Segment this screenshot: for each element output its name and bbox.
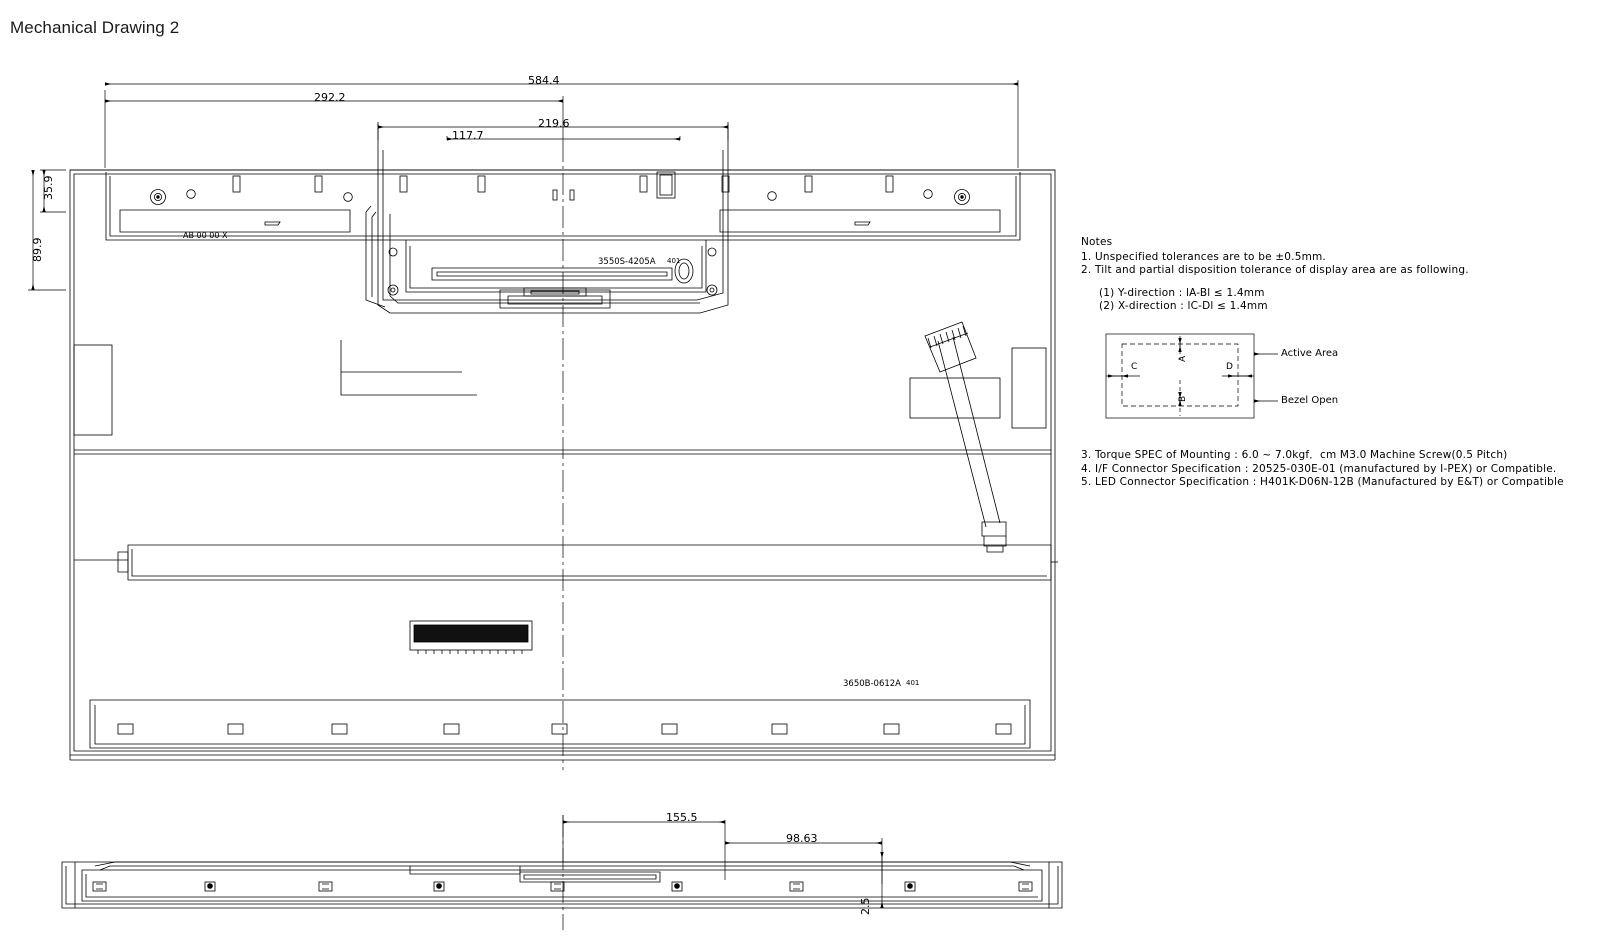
note-item-3: 3. Torque SPEC of Mounting : 6.0 ~ 7.0kgf．cm M3.0 Machine Screw(0.5 Pitch) [1081, 449, 1508, 461]
dim-side-main: 155.5 [666, 811, 698, 824]
part-label-bracket: 3550S-4205A [598, 257, 656, 267]
legend-active-area: Active Area [1281, 348, 1339, 359]
stand-mount-bracket [366, 122, 728, 313]
part-label-lower: 3650B-0612A [843, 679, 901, 689]
legend-bezel-open: Bezel Open [1281, 395, 1339, 406]
dimension-lines-side [563, 815, 882, 908]
ffc-cable [925, 322, 1006, 552]
panel-outline [70, 170, 1055, 760]
notes-tail-block [1081, 449, 1601, 490]
dim-left-upper: 35.9 [42, 175, 55, 200]
dim-top-inner: 117.7 [452, 129, 484, 142]
page-title: Mechanical Drawing 2 [10, 18, 180, 37]
side-view [62, 862, 1062, 908]
note-item-5: 5. LED Connector Specification : H401K-D06N-12B (Manufactured by E&T) or Compatible [1081, 476, 1564, 488]
legend-letter-d: D [1226, 362, 1233, 372]
part-label-lower-rev: 401 [906, 679, 920, 687]
legend-letter-b: B [1178, 395, 1188, 402]
lower-chassis-bars [74, 545, 1058, 748]
note-sub-item-2: (2) X-direction : lC-Dl ≤ 1.4mm [1099, 300, 1268, 312]
note-item-4: 4. I/F Connector Specification : 20525-030E-01 (manufactured by I-PEX) or Compatible. [1081, 462, 1557, 475]
dim-top-overall: 584.4 [528, 74, 560, 87]
screw-bosses-top [151, 190, 970, 205]
if-connector-block [410, 621, 532, 654]
legend-letter-a: A [1178, 355, 1188, 362]
notes-heading: Notes [1081, 236, 1113, 248]
dim-top-half: 292.2 [314, 91, 346, 104]
note-sub-item-1: (1) Y-direction : lA-Bl ≤ 1.4mm [1099, 286, 1265, 299]
note-item-1: 1. Unspecified tolerances are to be ±0.5mm. [1081, 250, 1326, 263]
dim-left-lower: 89.9 [31, 237, 44, 262]
bottom-mount-tabs [118, 724, 1011, 734]
panel-interior-features [74, 340, 1051, 454]
dim-side-inner: 98.63 [786, 832, 818, 845]
part-label-left: AB 00 00 X [183, 231, 228, 240]
legend-letter-c: C [1131, 362, 1138, 372]
dim-side-thickness: 2.5 [859, 897, 872, 915]
notes-block [1081, 236, 1581, 314]
tolerance-mini-diagram [1106, 334, 1278, 418]
dim-top-bracket: 219.6 [538, 117, 570, 130]
note-item-2: 2. Tilt and partial disposition tolerance of display area are as following. [1081, 264, 1469, 276]
part-label-bracket-rev: 401 [667, 257, 681, 265]
